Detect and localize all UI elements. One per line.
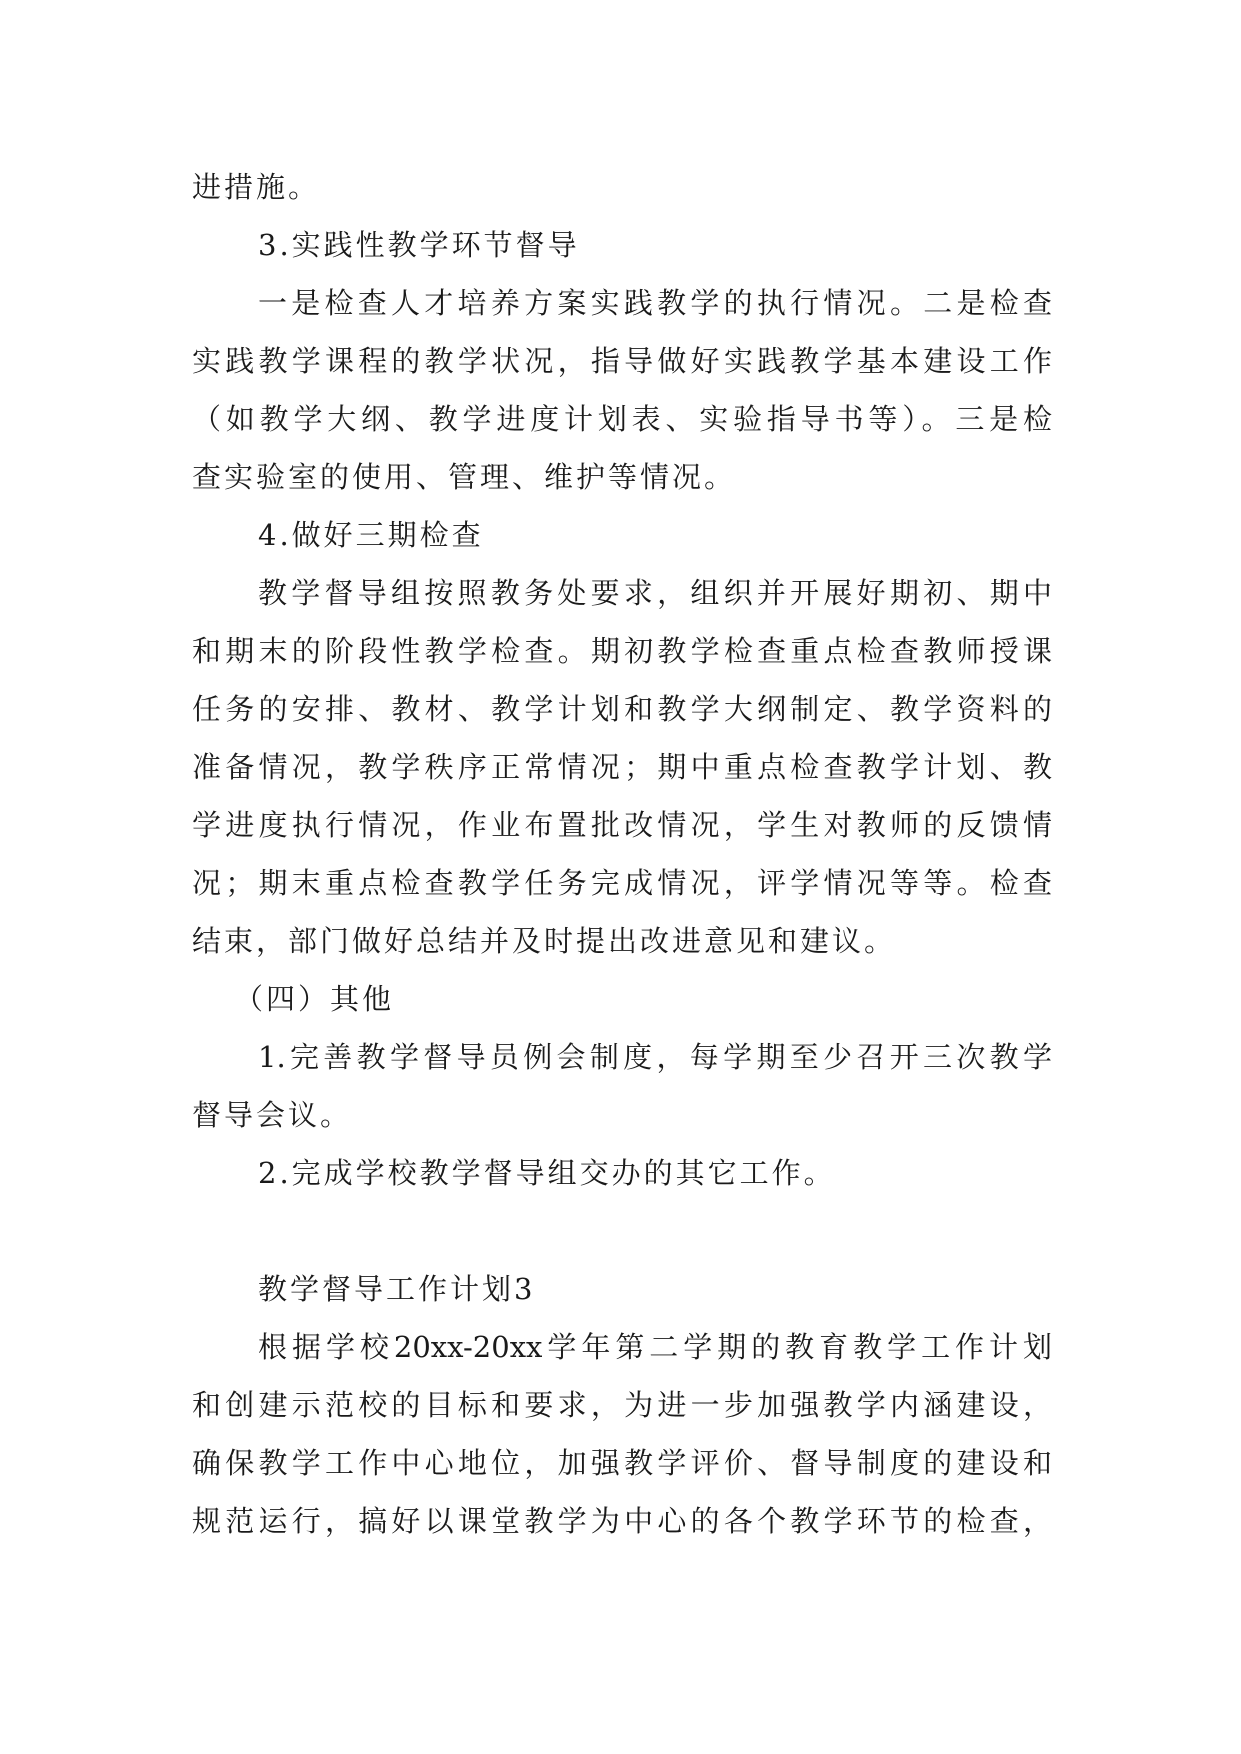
paragraph-line: 督导会议。 [192,1098,353,1132]
section-heading-other: （四）其他 [234,982,395,1016]
document-title: 教学督导工作计划3 [258,1272,536,1306]
paragraph-line: 准备情况，教学秩序正常情况；期中重点检查教学计划、教 [192,750,1052,784]
paragraph-line: 规范运行，搞好以课堂教学为中心的各个教学环节的检查， [192,1504,1052,1538]
paragraph-line: 实践教学课程的教学状况，指导做好实践教学基本建设工作 [192,344,1052,378]
section-heading-4: 4.做好三期检查 [258,518,484,552]
paragraph-line: 根据学校20xx-20xx学年第二学期的教育教学工作计划 [258,1330,1052,1364]
section-heading-3: 3.实践性教学环节督导 [258,228,580,262]
paragraph-line: 确保教学工作中心地位，加强教学评价、督导制度的建设和 [192,1446,1052,1480]
paragraph-line: 况；期末重点检查教学任务完成情况，评学情况等等。检查 [192,866,1052,900]
paragraph-line: 结束，部门做好总结并及时提出改进意见和建议。 [192,924,897,958]
document-body [192,158,1052,1550]
paragraph-line: （如教学大纲、教学进度计划表、实验指导书等）。三是检 [192,402,1052,436]
paragraph-line: 和创建示范校的目标和要求，为进一步加强教学内涵建设， [192,1388,1052,1422]
paragraph-line: 教学督导组按照教务处要求，组织并开展好期初、期中 [258,576,1052,610]
paragraph-line: 一是检查人才培养方案实践教学的执行情况。二是检查 [258,286,1052,320]
section-gap [192,1202,1052,1260]
paragraph-line: 任务的安排、教材、教学计划和教学大纲制定、教学资料的 [192,692,1052,726]
paragraph-line: 1.完善教学督导员例会制度，每学期至少召开三次教学 [258,1040,1052,1074]
paragraph-line: 学进度执行情况，作业布置批改情况，学生对教师的反馈情 [192,808,1052,842]
paragraph-line: 2.完成学校教学督导组交办的其它工作。 [258,1156,836,1190]
paragraph-line: 查实验室的使用、管理、维护等情况。 [192,460,737,494]
paragraph-line: 进措施。 [192,170,321,204]
paragraph-line: 和期末的阶段性教学检查。期初教学检查重点检查教师授课 [192,634,1052,668]
